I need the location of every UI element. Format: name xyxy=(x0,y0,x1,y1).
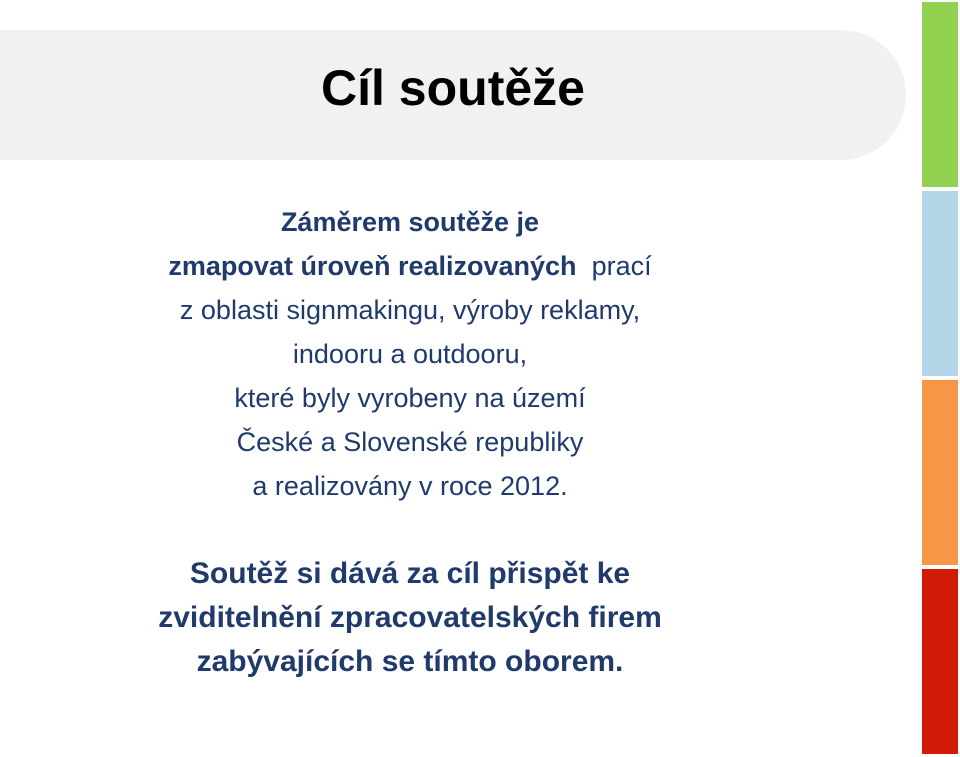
goal-line-2-rest: prací xyxy=(591,251,652,281)
aim-line-3: zabývajících se tímto oborem. xyxy=(196,645,624,678)
color-stripes xyxy=(922,2,958,754)
goal-line-6: České a Slovenské republiky xyxy=(236,427,584,457)
goal-line-4: indooru a outdooru, xyxy=(292,339,528,369)
stripe-blue xyxy=(922,191,958,376)
stripe-green xyxy=(922,2,958,187)
stripe-orange xyxy=(922,380,958,565)
slide-title: Cíl soutěže xyxy=(321,60,585,116)
aim-line-1: Soutěž si dává za cíl přispět ke xyxy=(189,557,631,590)
aim-line-2: zviditelnění zpracovatelských firem xyxy=(158,601,662,634)
goal-line-5: které byly vyrobeny na území xyxy=(234,383,586,413)
goal-line-2 xyxy=(0,244,820,288)
aim-paragraph xyxy=(0,552,820,684)
goal-line-1: Záměrem soutěže je xyxy=(280,207,540,237)
goal-line-2-bold: zmapovat úroveň realizovaných xyxy=(168,251,577,281)
stripe-red xyxy=(922,569,958,754)
goal-line-3: z oblasti signmakingu, výroby reklamy, xyxy=(179,295,641,325)
goal-paragraph xyxy=(0,200,820,508)
goal-line-7: a realizovány v roce 2012. xyxy=(252,471,568,501)
